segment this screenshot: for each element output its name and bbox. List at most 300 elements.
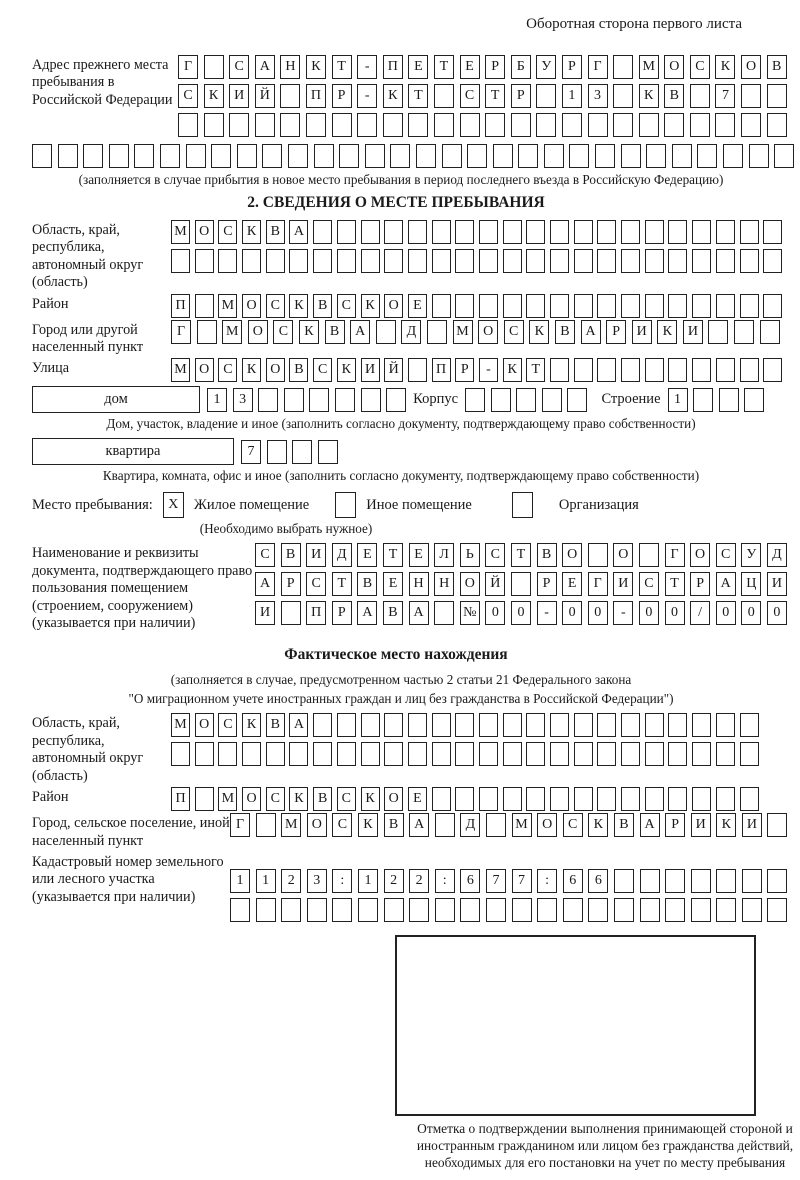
char-box[interactable]: О <box>537 813 557 837</box>
char-box[interactable]: К <box>337 358 356 382</box>
char-box[interactable] <box>668 294 687 318</box>
char-box[interactable] <box>526 787 545 811</box>
char-box[interactable] <box>741 113 761 137</box>
char-box[interactable]: К <box>242 713 261 737</box>
char-box[interactable] <box>195 249 214 273</box>
char-box[interactable]: К <box>289 787 308 811</box>
char-box[interactable]: Н <box>409 572 429 596</box>
char-box[interactable]: 6 <box>460 869 480 893</box>
char-box[interactable] <box>567 388 587 412</box>
char-box[interactable] <box>692 713 711 737</box>
char-box[interactable] <box>358 898 378 922</box>
char-box[interactable] <box>645 713 664 737</box>
char-box[interactable] <box>563 898 583 922</box>
char-box[interactable] <box>614 898 634 922</box>
char-box[interactable] <box>668 249 687 273</box>
char-box[interactable] <box>218 742 237 766</box>
char-box[interactable]: С <box>716 543 736 567</box>
char-box[interactable] <box>197 320 217 344</box>
char-box[interactable]: С <box>332 813 352 837</box>
char-box[interactable]: У <box>536 55 556 79</box>
char-box[interactable] <box>621 787 640 811</box>
checkbox-inoe[interactable] <box>335 492 356 518</box>
char-box[interactable] <box>211 144 231 168</box>
char-box[interactable]: О <box>562 543 582 567</box>
char-box[interactable] <box>434 84 454 108</box>
char-box[interactable] <box>715 113 735 137</box>
char-box[interactable]: 0 <box>767 601 787 625</box>
char-box[interactable] <box>186 144 206 168</box>
char-box[interactable] <box>562 113 582 137</box>
char-box[interactable]: В <box>614 813 634 837</box>
char-box[interactable] <box>621 713 640 737</box>
char-box[interactable] <box>195 294 214 318</box>
char-box[interactable]: С <box>229 55 249 79</box>
char-box[interactable] <box>716 249 735 273</box>
char-box[interactable] <box>692 358 711 382</box>
char-box[interactable] <box>692 787 711 811</box>
char-box[interactable] <box>337 220 356 244</box>
char-box[interactable] <box>668 220 687 244</box>
char-box[interactable] <box>503 742 522 766</box>
char-box[interactable] <box>767 869 787 893</box>
char-box[interactable] <box>744 388 764 412</box>
char-box[interactable]: К <box>242 358 261 382</box>
char-box[interactable] <box>256 898 276 922</box>
char-box[interactable] <box>511 113 531 137</box>
char-box[interactable]: С <box>563 813 583 837</box>
char-box[interactable] <box>109 144 129 168</box>
char-box[interactable] <box>313 249 332 273</box>
char-box[interactable] <box>574 787 593 811</box>
char-box[interactable] <box>361 220 380 244</box>
char-box[interactable]: 0 <box>511 601 531 625</box>
char-box[interactable] <box>574 294 593 318</box>
char-box[interactable] <box>432 787 451 811</box>
char-box[interactable]: А <box>357 601 377 625</box>
char-box[interactable] <box>588 898 608 922</box>
char-box[interactable]: - <box>357 55 377 79</box>
char-box[interactable]: Е <box>408 294 427 318</box>
char-box[interactable]: 0 <box>665 601 685 625</box>
char-box[interactable] <box>313 220 332 244</box>
char-box[interactable]: 2 <box>384 869 404 893</box>
char-box[interactable]: М <box>171 220 190 244</box>
char-box[interactable]: О <box>664 55 684 79</box>
char-box[interactable] <box>432 220 451 244</box>
char-box[interactable]: С <box>266 294 285 318</box>
char-box[interactable] <box>280 113 300 137</box>
char-box[interactable] <box>763 294 782 318</box>
char-box[interactable] <box>384 742 403 766</box>
char-box[interactable] <box>455 220 474 244</box>
char-box[interactable]: О <box>460 572 480 596</box>
char-box[interactable] <box>460 113 480 137</box>
char-box[interactable] <box>621 294 640 318</box>
char-box[interactable] <box>455 294 474 318</box>
char-box[interactable] <box>597 742 616 766</box>
char-box[interactable]: 0 <box>562 601 582 625</box>
char-box[interactable] <box>237 144 257 168</box>
char-box[interactable] <box>479 787 498 811</box>
char-box[interactable] <box>613 113 633 137</box>
char-box[interactable] <box>435 898 455 922</box>
char-box[interactable] <box>597 713 616 737</box>
char-box[interactable]: В <box>383 601 403 625</box>
char-box[interactable]: О <box>195 713 214 737</box>
char-box[interactable] <box>307 898 327 922</box>
char-box[interactable]: В <box>537 543 557 567</box>
char-box[interactable] <box>335 388 355 412</box>
char-box[interactable] <box>613 84 633 108</box>
char-box[interactable]: С <box>218 713 237 737</box>
char-box[interactable]: Г <box>230 813 250 837</box>
char-box[interactable]: С <box>218 220 237 244</box>
char-box[interactable] <box>665 898 685 922</box>
char-box[interactable]: Е <box>408 787 427 811</box>
char-box[interactable] <box>763 249 782 273</box>
char-box[interactable]: Т <box>511 543 531 567</box>
char-box[interactable]: К <box>715 55 735 79</box>
char-box[interactable]: С <box>337 787 356 811</box>
char-box[interactable]: 1 <box>230 869 250 893</box>
char-box[interactable] <box>384 249 403 273</box>
char-box[interactable]: 7 <box>715 84 735 108</box>
char-box[interactable] <box>621 249 640 273</box>
char-box[interactable] <box>597 358 616 382</box>
char-box[interactable]: И <box>632 320 652 344</box>
char-box[interactable] <box>767 113 787 137</box>
char-box[interactable] <box>383 113 403 137</box>
char-box[interactable]: Б <box>511 55 531 79</box>
char-box[interactable]: О <box>248 320 268 344</box>
char-box[interactable]: Г <box>171 320 191 344</box>
char-box[interactable] <box>708 320 728 344</box>
char-box[interactable] <box>409 898 429 922</box>
char-box[interactable]: Т <box>332 572 352 596</box>
char-box[interactable] <box>690 113 710 137</box>
char-box[interactable]: С <box>266 787 285 811</box>
char-box[interactable] <box>692 742 711 766</box>
char-box[interactable]: А <box>255 572 275 596</box>
char-box[interactable] <box>645 220 664 244</box>
char-box[interactable]: К <box>299 320 319 344</box>
char-box[interactable]: С <box>639 572 659 596</box>
char-box[interactable] <box>526 713 545 737</box>
char-box[interactable] <box>455 713 474 737</box>
char-box[interactable]: В <box>325 320 345 344</box>
char-box[interactable] <box>716 220 735 244</box>
char-box[interactable]: М <box>171 358 190 382</box>
char-box[interactable] <box>550 294 569 318</box>
char-box[interactable] <box>716 358 735 382</box>
char-box[interactable] <box>716 742 735 766</box>
char-box[interactable] <box>390 144 410 168</box>
char-box[interactable] <box>357 113 377 137</box>
char-box[interactable] <box>309 388 329 412</box>
char-box[interactable] <box>195 787 214 811</box>
char-box[interactable]: Й <box>485 572 505 596</box>
char-box[interactable] <box>763 220 782 244</box>
char-box[interactable] <box>516 388 536 412</box>
char-box[interactable] <box>550 249 569 273</box>
char-box[interactable]: О <box>741 55 761 79</box>
char-box[interactable]: 1 <box>358 869 378 893</box>
char-box[interactable]: 7 <box>486 869 506 893</box>
char-box[interactable] <box>719 388 739 412</box>
char-box[interactable] <box>266 249 285 273</box>
char-box[interactable] <box>716 713 735 737</box>
char-box[interactable] <box>361 742 380 766</box>
char-box[interactable] <box>427 320 447 344</box>
char-box[interactable] <box>645 787 664 811</box>
char-box[interactable] <box>434 113 454 137</box>
char-box[interactable]: К <box>289 294 308 318</box>
char-box[interactable] <box>668 742 687 766</box>
char-box[interactable]: 3 <box>588 84 608 108</box>
char-box[interactable] <box>668 713 687 737</box>
char-box[interactable]: Т <box>434 55 454 79</box>
char-box[interactable] <box>512 898 532 922</box>
char-box[interactable]: В <box>664 84 684 108</box>
char-box[interactable] <box>255 113 275 137</box>
char-box[interactable] <box>526 742 545 766</box>
char-box[interactable]: 3 <box>307 869 327 893</box>
char-box[interactable] <box>574 358 593 382</box>
char-box[interactable]: Н <box>280 55 300 79</box>
checkbox-organizaciya[interactable] <box>512 492 533 518</box>
char-box[interactable]: Р <box>281 572 301 596</box>
char-box[interactable] <box>313 713 332 737</box>
char-box[interactable] <box>432 713 451 737</box>
char-box[interactable]: Т <box>408 84 428 108</box>
char-box[interactable] <box>767 84 787 108</box>
char-box[interactable]: С <box>218 358 237 382</box>
char-box[interactable] <box>646 144 666 168</box>
char-box[interactable]: А <box>716 572 736 596</box>
char-box[interactable]: Р <box>455 358 474 382</box>
char-box[interactable] <box>550 787 569 811</box>
char-box[interactable] <box>479 220 498 244</box>
char-box[interactable]: 1 <box>562 84 582 108</box>
char-box[interactable]: В <box>266 713 285 737</box>
char-box[interactable]: П <box>306 84 326 108</box>
char-box[interactable]: Д <box>401 320 421 344</box>
char-box[interactable] <box>774 144 794 168</box>
char-box[interactable] <box>434 601 454 625</box>
char-box[interactable] <box>645 294 664 318</box>
char-box[interactable] <box>595 144 615 168</box>
char-box[interactable] <box>229 113 249 137</box>
char-box[interactable]: Т <box>332 55 352 79</box>
char-box[interactable]: А <box>350 320 370 344</box>
char-box[interactable] <box>376 320 396 344</box>
char-box[interactable] <box>83 144 103 168</box>
char-box[interactable] <box>716 898 736 922</box>
char-box[interactable] <box>537 898 557 922</box>
char-box[interactable] <box>134 144 154 168</box>
char-box[interactable] <box>690 84 710 108</box>
char-box[interactable]: Г <box>588 55 608 79</box>
char-box[interactable]: В <box>555 320 575 344</box>
char-box[interactable] <box>160 144 180 168</box>
char-box[interactable] <box>588 543 608 567</box>
char-box[interactable] <box>178 113 198 137</box>
char-box[interactable] <box>258 388 278 412</box>
char-box[interactable] <box>491 388 511 412</box>
char-box[interactable]: Е <box>408 55 428 79</box>
char-box[interactable]: И <box>255 601 275 625</box>
char-box[interactable] <box>621 220 640 244</box>
char-box[interactable]: О <box>690 543 710 567</box>
char-box[interactable] <box>692 294 711 318</box>
char-box[interactable]: Н <box>434 572 454 596</box>
char-box[interactable] <box>588 113 608 137</box>
char-box[interactable] <box>763 358 782 382</box>
char-box[interactable]: К <box>361 787 380 811</box>
char-box[interactable] <box>692 249 711 273</box>
char-box[interactable] <box>693 388 713 412</box>
char-box[interactable]: А <box>289 220 308 244</box>
char-box[interactable] <box>740 713 759 737</box>
char-box[interactable]: В <box>384 813 404 837</box>
char-box[interactable] <box>550 713 569 737</box>
char-box[interactable]: К <box>639 84 659 108</box>
char-box[interactable] <box>384 898 404 922</box>
char-box[interactable] <box>314 144 334 168</box>
char-box[interactable]: Е <box>460 55 480 79</box>
char-box[interactable]: О <box>307 813 327 837</box>
char-box[interactable] <box>479 742 498 766</box>
char-box[interactable]: 7 <box>512 869 532 893</box>
char-box[interactable] <box>455 787 474 811</box>
char-box[interactable] <box>574 220 593 244</box>
char-box[interactable] <box>665 869 685 893</box>
char-box[interactable] <box>479 294 498 318</box>
char-box[interactable] <box>361 713 380 737</box>
char-box[interactable] <box>337 742 356 766</box>
char-box[interactable]: И <box>229 84 249 108</box>
char-box[interactable]: М <box>639 55 659 79</box>
char-box[interactable]: Д <box>767 543 787 567</box>
char-box[interactable] <box>503 249 522 273</box>
char-box[interactable] <box>432 294 451 318</box>
char-box[interactable]: 3 <box>233 388 253 412</box>
char-box[interactable]: - <box>613 601 633 625</box>
char-box[interactable]: П <box>306 601 326 625</box>
char-box[interactable]: 0 <box>588 601 608 625</box>
char-box[interactable]: У <box>741 543 761 567</box>
char-box[interactable] <box>455 742 474 766</box>
char-box[interactable]: М <box>218 787 237 811</box>
char-box[interactable] <box>767 813 787 837</box>
char-box[interactable]: В <box>289 358 308 382</box>
char-box[interactable]: К <box>588 813 608 837</box>
char-box[interactable]: Т <box>485 84 505 108</box>
char-box[interactable] <box>740 358 759 382</box>
char-box[interactable]: П <box>432 358 451 382</box>
char-box[interactable]: Р <box>690 572 710 596</box>
char-box[interactable] <box>313 742 332 766</box>
char-box[interactable] <box>486 813 506 837</box>
char-box[interactable] <box>485 113 505 137</box>
char-box[interactable] <box>723 144 743 168</box>
char-box[interactable] <box>289 249 308 273</box>
char-box[interactable]: М <box>222 320 242 344</box>
char-box[interactable]: А <box>640 813 660 837</box>
char-box[interactable]: М <box>281 813 301 837</box>
char-box[interactable] <box>503 220 522 244</box>
char-box[interactable]: К <box>204 84 224 108</box>
char-box[interactable]: М <box>453 320 473 344</box>
char-box[interactable] <box>639 543 659 567</box>
char-box[interactable] <box>613 55 633 79</box>
char-box[interactable] <box>503 787 522 811</box>
char-box[interactable] <box>386 388 406 412</box>
char-box[interactable]: Ь <box>460 543 480 567</box>
char-box[interactable]: О <box>266 358 285 382</box>
char-box[interactable] <box>597 294 616 318</box>
char-box[interactable]: А <box>289 713 308 737</box>
char-box[interactable] <box>503 294 522 318</box>
char-box[interactable] <box>691 898 711 922</box>
char-box[interactable]: П <box>171 294 190 318</box>
char-box[interactable] <box>740 249 759 273</box>
char-box[interactable]: Р <box>332 84 352 108</box>
char-box[interactable] <box>486 898 506 922</box>
char-box[interactable] <box>339 144 359 168</box>
char-box[interactable] <box>465 388 485 412</box>
char-box[interactable]: И <box>613 572 633 596</box>
char-box[interactable]: Р <box>511 84 531 108</box>
char-box[interactable] <box>58 144 78 168</box>
char-box[interactable] <box>741 84 761 108</box>
char-box[interactable] <box>256 813 276 837</box>
char-box[interactable] <box>668 787 687 811</box>
char-box[interactable] <box>204 55 224 79</box>
char-box[interactable]: К <box>361 294 380 318</box>
char-box[interactable]: А <box>409 813 429 837</box>
char-box[interactable] <box>740 787 759 811</box>
char-box[interactable] <box>749 144 769 168</box>
char-box[interactable]: С <box>460 84 480 108</box>
char-box[interactable]: Е <box>562 572 582 596</box>
char-box[interactable]: Г <box>178 55 198 79</box>
char-box[interactable] <box>266 742 285 766</box>
char-box[interactable] <box>574 249 593 273</box>
char-box[interactable]: К <box>242 220 261 244</box>
char-box[interactable]: Т <box>383 543 403 567</box>
char-box[interactable] <box>544 144 564 168</box>
char-box[interactable] <box>536 113 556 137</box>
char-box[interactable]: К <box>383 84 403 108</box>
char-box[interactable]: А <box>255 55 275 79</box>
checkbox-zhiloe[interactable]: X <box>163 492 184 518</box>
char-box[interactable] <box>284 388 304 412</box>
char-box[interactable]: С <box>306 572 326 596</box>
char-box[interactable] <box>550 358 569 382</box>
char-box[interactable]: К <box>503 358 522 382</box>
char-box[interactable] <box>289 742 308 766</box>
char-box[interactable]: : <box>537 869 557 893</box>
char-box[interactable]: С <box>313 358 332 382</box>
char-box[interactable] <box>597 249 616 273</box>
char-box[interactable]: И <box>691 813 711 837</box>
char-box[interactable]: В <box>313 294 332 318</box>
char-box[interactable] <box>697 144 717 168</box>
char-box[interactable]: Д <box>332 543 352 567</box>
char-box[interactable]: К <box>358 813 378 837</box>
